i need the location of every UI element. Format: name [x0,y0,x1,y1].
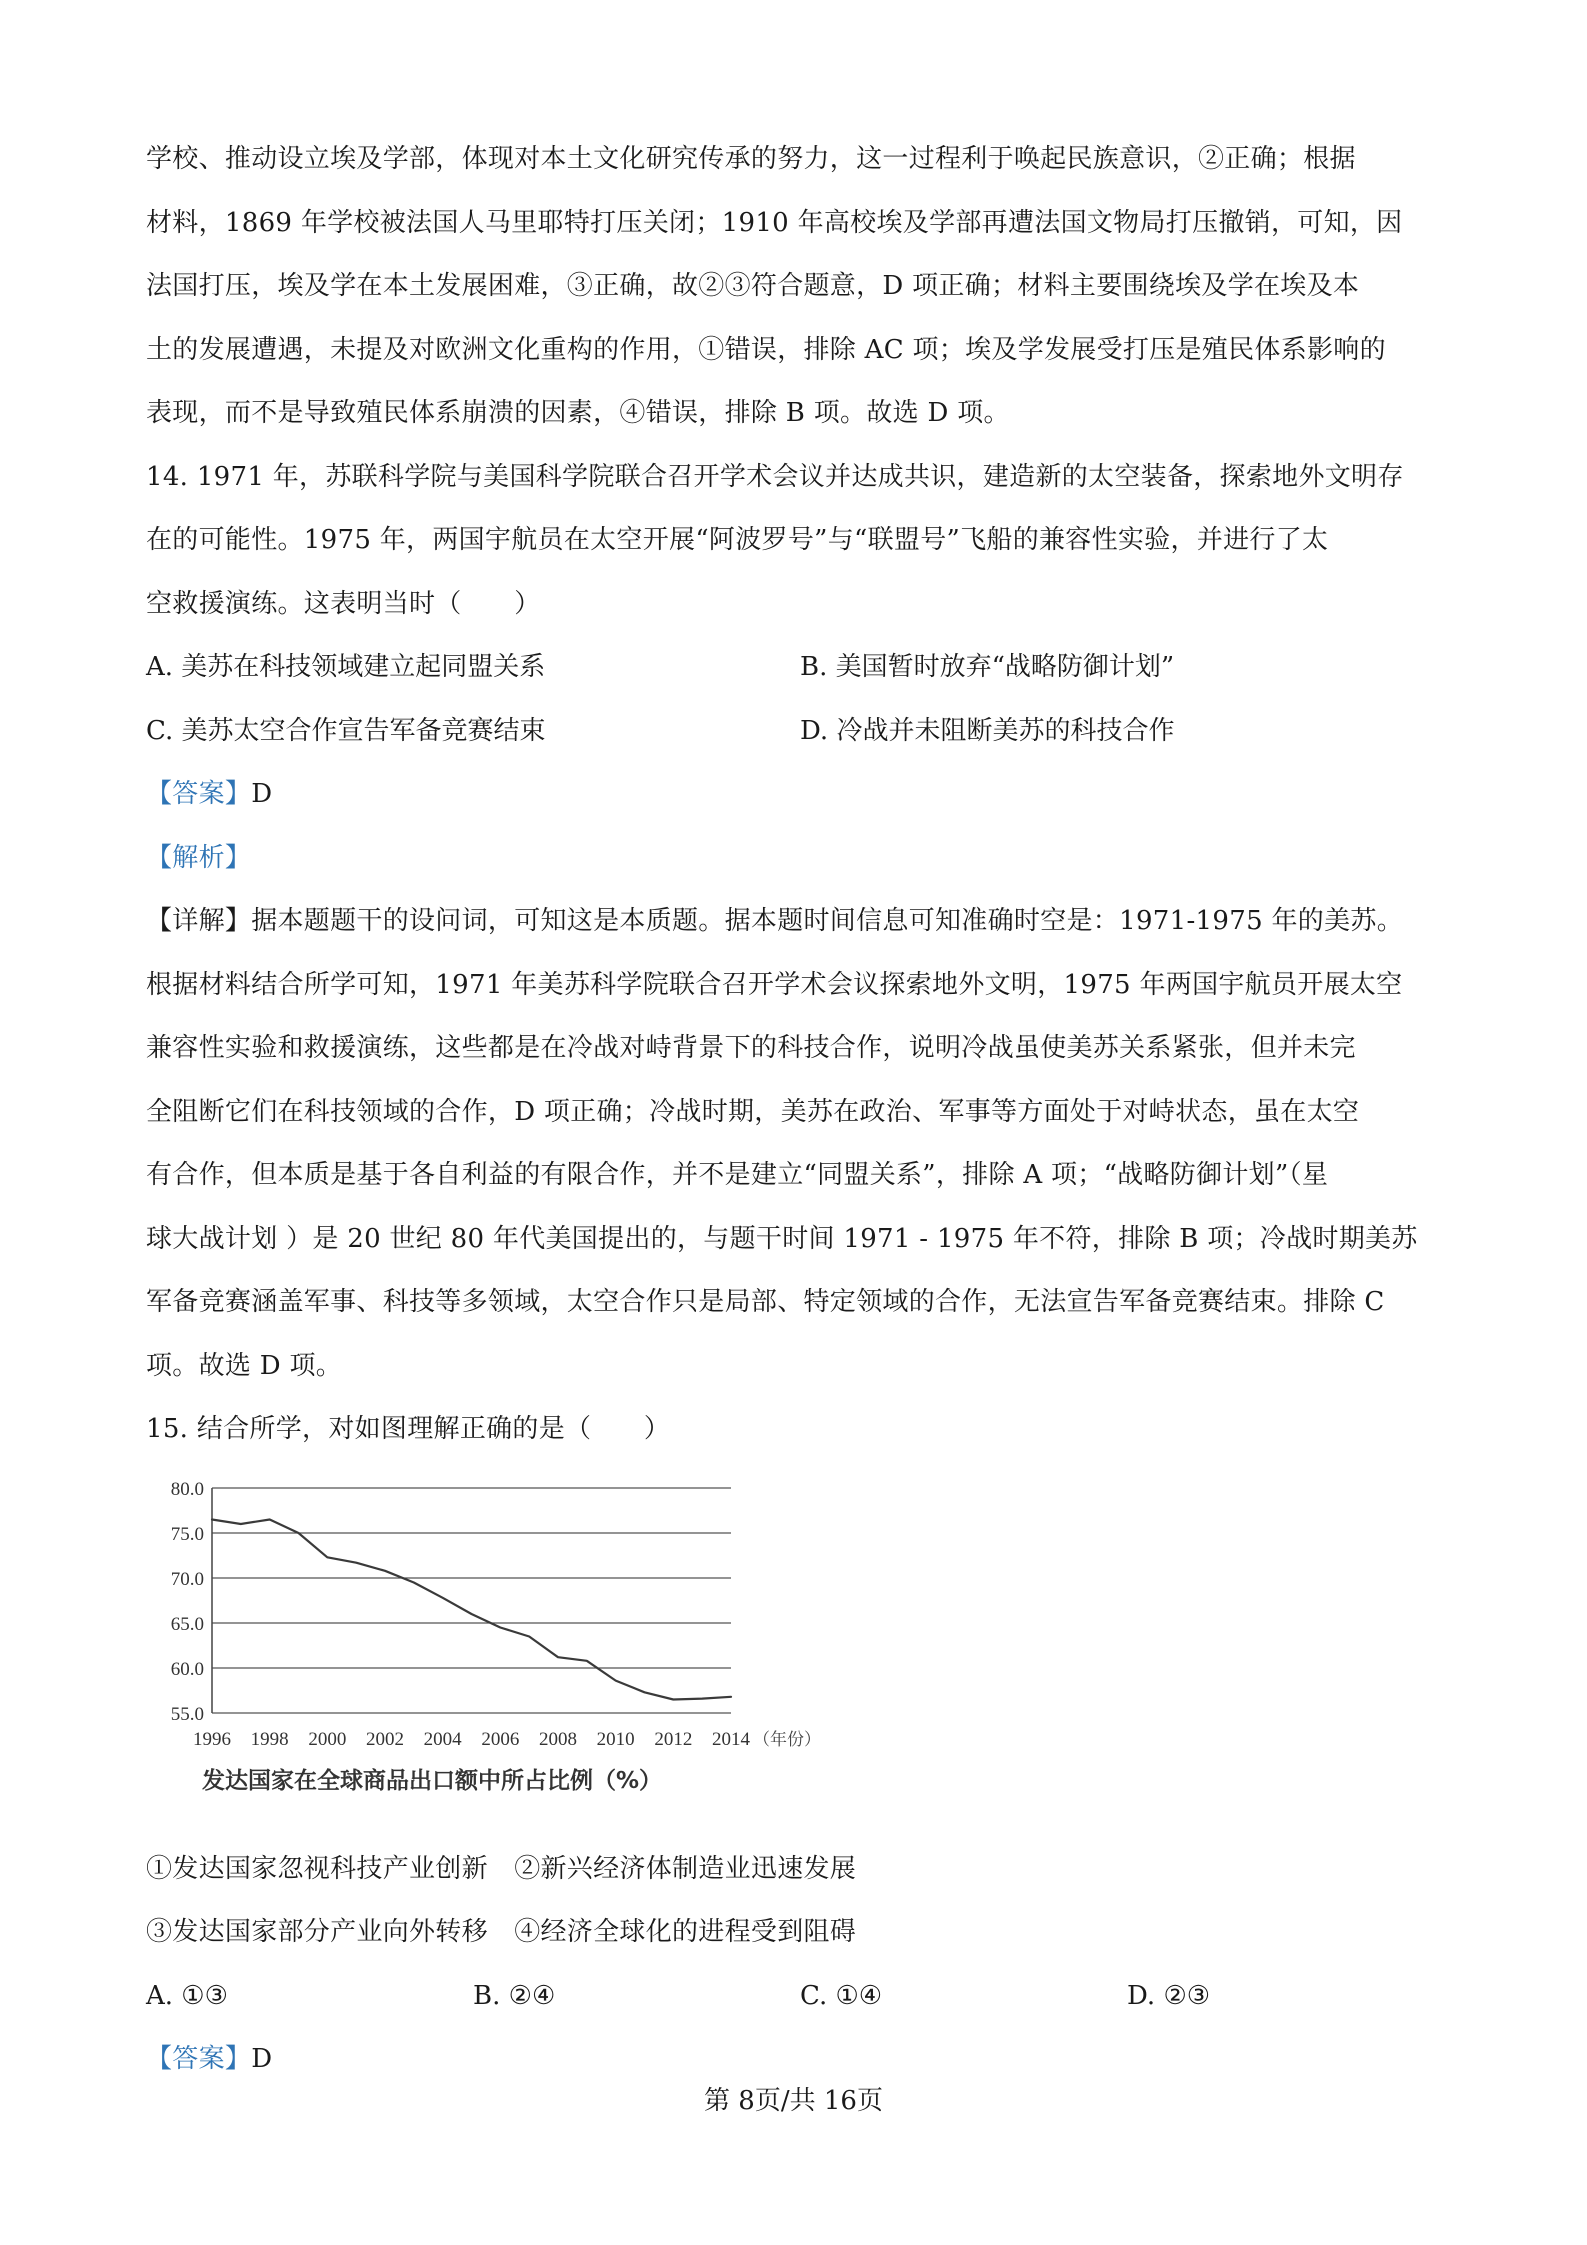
option-c: C. 美苏太空合作宣告军备竞赛结束 [146,715,546,746]
x-tick-label: 2008 [539,1728,577,1750]
option-a: A. 美苏在科技领域建立起同盟关系 [146,652,546,682]
x-tick-label: 2000 [308,1728,347,1750]
detail-line: 项。故选 D 项。 [146,1350,343,1381]
text-line: 材料，1869 年学校被法国人马里耶特打压关闭；1910 年高校埃及学部再遭法国文物局打压撤销，可知，因 [146,207,1403,238]
page-footer: 第 8页/共 16页 [704,2086,883,2116]
text-line: 土的发展遭遇，未提及对欧洲文化重构的作用，①错误，排除 AC 项；埃及学发展受打压是殖民体系影响的 [146,334,1386,365]
option-c: C. ①④ [800,1980,883,2011]
x-tick-label: 2014 [712,1728,750,1750]
options-row [146,700,1458,764]
line-chart-svg [146,1468,826,1838]
detail-tag: 【详解】 [146,906,252,936]
question-stem-line: 空救援演练。这表明当时（ ） [146,588,541,619]
text-line: 学校、推动设立埃及学部，体现对本土文化研究传承的努力，这一过程利于唤起民族意识，②正确；根据 [146,144,1356,174]
x-axis-label: （年份） [753,1729,821,1750]
statement-line: ③发达国家部分产业向外转移 ④经济全球化的进程受到阻碍 [146,1917,857,1947]
answer-tag: 【答案】 [146,2044,252,2074]
x-tick-label: 2010 [596,1728,635,1750]
series-line [212,1519,731,1699]
option-b: B. 美国暂时放弃“战略防御计划” [800,652,1175,682]
answer-value: D [251,2044,273,2074]
analysis-tag: 【解析】 [146,842,252,873]
x-tick-label: 2006 [481,1728,520,1750]
y-tick-label: 60.0 [170,1658,204,1680]
options-row [146,636,1458,700]
export-share-chart [146,1468,826,1838]
detail-line: 球大战计划 ）是 20 世纪 80 年代美国提出的，与题干时间 1971 - 1975 年不符，排除 B 项；冷战时期美苏 [146,1223,1418,1254]
question-stem-line: 14. 1971 年，苏联科学院与美国科学院联合召开学术会议并达成共识，建造新的太空装备，探索地外文明存 [146,461,1404,492]
page-content [146,128,1458,2092]
question-15 [146,1398,1458,2092]
option-a: A. ①③ [146,1980,228,2011]
option-d: D. 冷战并未阻断美苏的科技合作 [800,715,1175,746]
answer-value: D [251,779,273,809]
detail-line: 军备竞赛涵盖军事、科技等多领域，太空合作只是局部、特定领域的合作，无法宣告军备竞赛结束。排除 C [146,1287,1385,1317]
y-tick-label: 55.0 [170,1703,204,1725]
options-row [146,1965,1458,2029]
y-tick-label: 70.0 [170,1568,204,1590]
option-b: B. ②④ [473,1980,556,2011]
y-tick-label: 75.0 [170,1523,204,1545]
x-tick-label: 1996 [193,1728,231,1750]
question-stem-line: 在的可能性。1975 年，两国宇航员在太空开展“阿波罗号”与“联盟号”飞船的兼容性实验，并进行了太 [146,525,1329,555]
chart-title: 发达国家在全球商品出口额中所占比例（%） [202,1767,663,1794]
detail-line: 全阻断它们在科技领域的合作，D 项正确；冷战时期，美苏在政治、军事等方面处于对峙状态，虽在太空 [146,1096,1360,1127]
question-14 [146,446,1458,1399]
y-tick-label: 65.0 [170,1613,204,1635]
detail-text: 据本题题干的设问词，可知这是本质题。据本题时间信息可知准确时空是：1971-1975 年的美苏。 [251,906,1403,936]
answer-tag: 【答案】 [146,779,252,809]
text-line: 表现，而不是导致殖民体系崩溃的因素，④错误，排除 B 项。故选 D 项。 [146,398,1010,428]
detail-line [146,890,1458,954]
question-stem: 15. 结合所学，对如图理解正确的是（ ） [146,1414,671,1444]
x-tick-label: 2012 [654,1728,693,1750]
statement-line: ①发达国家忽视科技产业创新 ②新兴经济体制造业迅速发展 [146,1853,857,1884]
q13-solution-continued [146,128,1458,446]
detail-line: 有合作，但本质是基于各自利益的有限合作，并不是建立“同盟关系”，排除 A 项；“战略防御计划”（星 [146,1160,1329,1190]
y-tick-label: 80.0 [170,1478,204,1500]
option-d: D. ②③ [1127,1980,1211,2011]
answer-line [146,763,1458,827]
text-line: 法国打压，埃及学在本土发展困难，③正确，故②③符合题意，D 项正确；材料主要围绕埃及学在埃及本 [146,271,1360,301]
detail-line: 兼容性实验和救援演练，这些都是在冷战对峙背景下的科技合作，说明冷战虽使美苏关系紧张，但并未完 [146,1033,1356,1063]
x-tick-label: 2004 [423,1728,462,1750]
analysis-line [146,827,1458,891]
detail-line: 根据材料结合所学可知，1971 年美苏科学院联合召开学术会议探索地外文明，1975 年两国宇航员开展太空 [146,969,1403,1000]
x-tick-label: 2002 [366,1728,404,1750]
x-tick-label: 1998 [250,1728,289,1750]
